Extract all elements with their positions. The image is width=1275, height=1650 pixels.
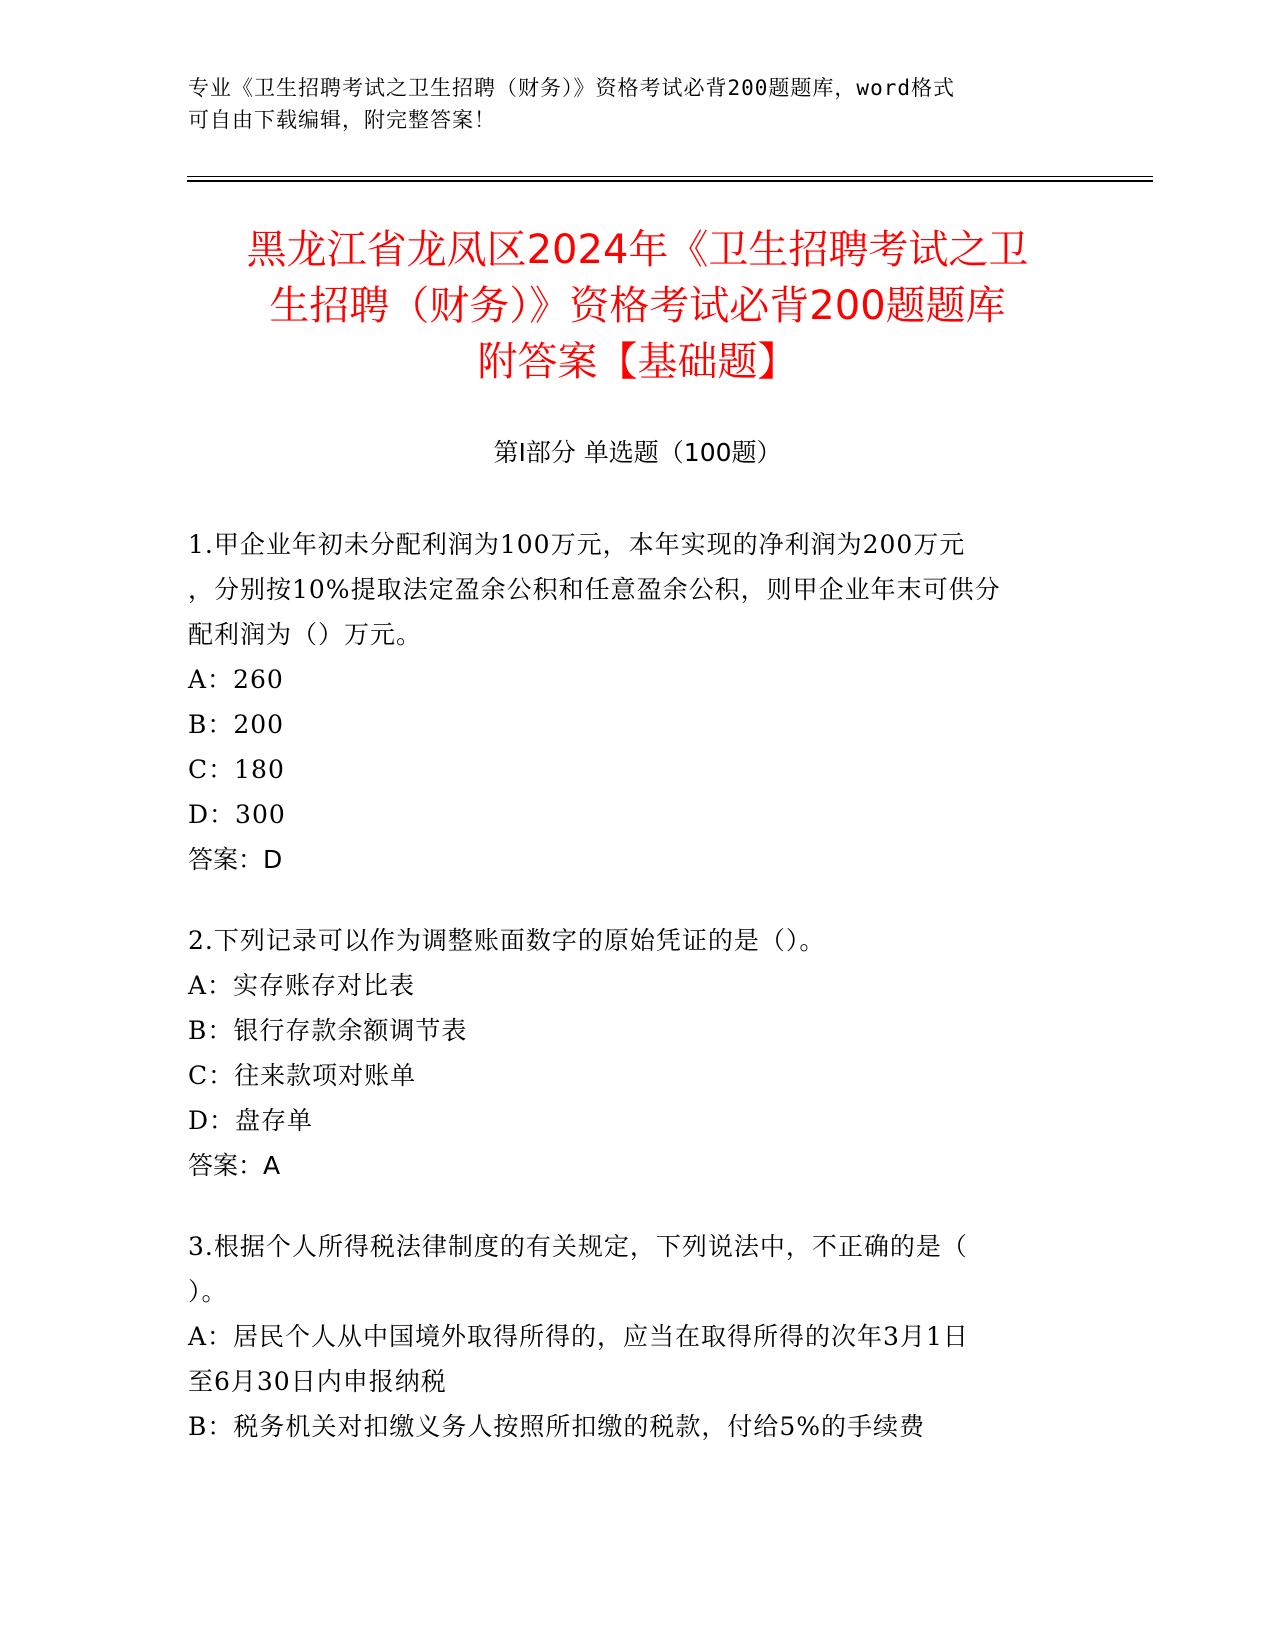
header-divider-thin [187,176,1153,177]
title-line-2: 生招聘（财务）》资格考试必背200题题库 [269,283,1006,329]
title-line-3: 附答案【基础题】 [477,339,798,385]
stem-line: ，分别按10%提取法定盈余公积和任意盈余公积，则甲企业年末可供分 [188,575,1001,604]
question-list [188,522,1088,1485]
option-b: B：银行存款余额调节表 [188,1016,468,1045]
option-a: A：居民个人从中国境外取得所得的，应当在取得所得的次年3月1日 [188,1322,969,1351]
header-note [188,72,1088,136]
header-divider-thick [187,180,1153,182]
option-b: B：200 [188,710,285,739]
stem-line: 配利润为（）万元。 [188,620,423,649]
question-2 [188,918,1088,1188]
option-c: C：180 [188,755,285,784]
title-line-1: 黑龙江省龙凤区2024年《卫生招聘考试之卫 [246,227,1029,273]
section-heading: 第Ⅰ部分 单选题（100题） [493,438,782,467]
option-c: C：往来款项对账单 [188,1061,417,1090]
stem-line: 3.根据个人所得税法律制度的有关规定，下列说法中，不正确的是（ [188,1232,968,1261]
option-d: D：300 [188,800,286,829]
option-a: A：260 [188,665,284,694]
question-1 [188,522,1088,882]
option-b: B：税务机关对扣缴义务人按照所扣缴的税款，付给5%的手续费 [188,1412,926,1441]
stem-line: 2.下列记录可以作为调整账面数字的原始凭证的是（）。 [188,926,826,955]
question-stem [188,918,1088,963]
question-3 [188,1224,1088,1449]
header-note-line-2: 可自由下载编辑，附完整答案！ [188,108,496,132]
stem-line: 1.甲企业年初未分配利润为100万元，本年实现的净利润为200万元 [188,530,966,559]
answer: 答案：A [188,1151,281,1180]
option-a-continued: 至6月30日内申报纳税 [188,1367,447,1396]
option-d: D：盘存单 [188,1106,314,1135]
answer: 答案：D [188,845,283,874]
document-title [150,222,1125,390]
question-stem [188,1224,1088,1314]
question-stem [188,522,1088,657]
stem-line: ）。 [188,1277,228,1306]
option-a: A：实存账存对比表 [188,971,416,1000]
header-note-line-1: 专业《卫生招聘考试之卫生招聘（财务）》资格考试必背200题题库，word格式 [188,76,955,100]
